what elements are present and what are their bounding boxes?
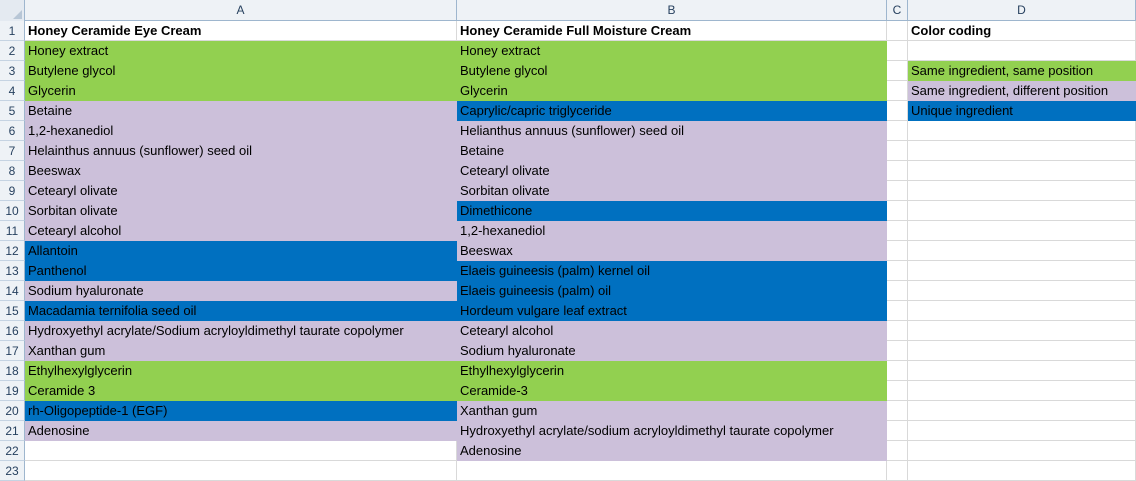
- table-row: [0, 181, 1136, 201]
- row-header[interactable]: 2: [0, 41, 25, 61]
- row-header[interactable]: 14: [0, 281, 25, 301]
- cell-b[interactable]: Hordeum vulgare leaf extract: [457, 301, 887, 321]
- cell-d[interactable]: [908, 241, 1136, 261]
- table-row: [0, 21, 1136, 41]
- row-header[interactable]: 1: [0, 21, 25, 41]
- cell-b[interactable]: Helianthus annuus (sunflower) seed oil: [457, 121, 887, 141]
- table-row: [0, 141, 1136, 161]
- cell-a[interactable]: Cetearyl olivate: [25, 181, 457, 201]
- cell-c[interactable]: [887, 241, 908, 261]
- cell-d[interactable]: [908, 341, 1136, 361]
- cell-a[interactable]: 1,2-hexanediol: [25, 121, 457, 141]
- table-row: [0, 221, 1136, 241]
- cell-c[interactable]: [887, 261, 908, 281]
- cell-d[interactable]: [908, 461, 1136, 481]
- cell-d[interactable]: [908, 181, 1136, 201]
- cell-a[interactable]: Allantoin: [25, 241, 457, 261]
- cell-b[interactable]: 1,2-hexanediol: [457, 221, 887, 241]
- cell-d[interactable]: [908, 301, 1136, 321]
- row-header[interactable]: 11: [0, 221, 25, 241]
- cell-a[interactable]: [25, 441, 457, 461]
- cell-b[interactable]: Caprylic/capric triglyceride: [457, 101, 887, 121]
- cell-b[interactable]: Honey extract: [457, 41, 887, 61]
- row-header[interactable]: 8: [0, 161, 25, 181]
- row-header[interactable]: 12: [0, 241, 25, 261]
- cell-d[interactable]: [908, 261, 1136, 281]
- cell-d[interactable]: [908, 41, 1136, 61]
- cell-d[interactable]: [908, 441, 1136, 461]
- table-row: [0, 381, 1136, 401]
- cell-a[interactable]: Sorbitan olivate: [25, 201, 457, 221]
- cell-b[interactable]: Ethylhexylglycerin: [457, 361, 887, 381]
- cell-c[interactable]: [887, 41, 908, 61]
- cell-a[interactable]: Xanthan gum: [25, 341, 457, 361]
- column-header-d[interactable]: D: [908, 0, 1136, 20]
- cell-c[interactable]: [887, 341, 908, 361]
- cell-d[interactable]: [908, 161, 1136, 181]
- cell-c[interactable]: [887, 21, 908, 41]
- table-row: [0, 341, 1136, 361]
- row-header[interactable]: 13: [0, 261, 25, 281]
- cell-a[interactable]: Helainthus annuus (sunflower) seed oil: [25, 141, 457, 161]
- row-header[interactable]: 15: [0, 301, 25, 321]
- cell-b[interactable]: Cetearyl alcohol: [457, 321, 887, 341]
- cell-c[interactable]: [887, 61, 908, 81]
- cell-b[interactable]: Glycerin: [457, 81, 887, 101]
- select-all-button[interactable]: [0, 0, 25, 21]
- row-header[interactable]: 23: [0, 461, 25, 481]
- column-header-row: [0, 0, 1136, 21]
- cell-b[interactable]: Xanthan gum: [457, 401, 887, 421]
- cell-a[interactable]: Beeswax: [25, 161, 457, 181]
- table-row: [0, 421, 1136, 441]
- table-row: [0, 161, 1136, 181]
- row-header[interactable]: 16: [0, 321, 25, 341]
- cell-a[interactable]: Adenosine: [25, 421, 457, 441]
- cell-a[interactable]: Hydroxyethyl acrylate/Sodium acryloyldimethyl taurate copolymer: [25, 321, 457, 341]
- row-header[interactable]: 22: [0, 441, 25, 461]
- cell-c[interactable]: [887, 181, 908, 201]
- cell-c[interactable]: [887, 441, 908, 461]
- cell-c[interactable]: [887, 421, 908, 441]
- cell-d[interactable]: Same ingredient, different position: [908, 81, 1136, 101]
- table-row: [0, 41, 1136, 61]
- cell-c[interactable]: [887, 381, 908, 401]
- cell-b[interactable]: Honey Ceramide Full Moisture Cream: [457, 21, 887, 41]
- table-row: [0, 321, 1136, 341]
- cell-c[interactable]: [887, 201, 908, 221]
- cell-b[interactable]: [457, 461, 887, 481]
- cell-c[interactable]: [887, 101, 908, 121]
- cell-b[interactable]: Elaeis guineesis (palm) oil: [457, 281, 887, 301]
- table-row: [0, 281, 1136, 301]
- cell-a[interactable]: Ethylhexylglycerin: [25, 361, 457, 381]
- column-header-b[interactable]: B: [457, 0, 887, 20]
- cell-d[interactable]: [908, 201, 1136, 221]
- row-header[interactable]: 17: [0, 341, 25, 361]
- row-header[interactable]: 6: [0, 121, 25, 141]
- table-row: [0, 81, 1136, 101]
- row-header[interactable]: 21: [0, 421, 25, 441]
- row-header[interactable]: 3: [0, 61, 25, 81]
- cell-b[interactable]: Ceramide-3: [457, 381, 887, 401]
- cell-a[interactable]: Sodium hyaluronate: [25, 281, 457, 301]
- cell-a[interactable]: Panthenol: [25, 261, 457, 281]
- cell-c[interactable]: [887, 361, 908, 381]
- row-header[interactable]: 4: [0, 81, 25, 101]
- table-row: [0, 101, 1136, 121]
- table-row: [0, 121, 1136, 141]
- cell-c[interactable]: [887, 121, 908, 141]
- table-row: [0, 201, 1136, 221]
- cell-b[interactable]: Sorbitan olivate: [457, 181, 887, 201]
- table-row: [0, 61, 1136, 81]
- table-row: [0, 401, 1136, 421]
- cell-a[interactable]: Cetearyl alcohol: [25, 221, 457, 241]
- cell-a[interactable]: Glycerin: [25, 81, 457, 101]
- row-header[interactable]: 9: [0, 181, 25, 201]
- cell-b[interactable]: Beeswax: [457, 241, 887, 261]
- cell-a[interactable]: Honey Ceramide Eye Cream: [25, 21, 457, 41]
- row-header[interactable]: 10: [0, 201, 25, 221]
- column-header-a[interactable]: A: [25, 0, 457, 20]
- cell-b[interactable]: Butylene glycol: [457, 61, 887, 81]
- cell-d[interactable]: [908, 221, 1136, 241]
- select-all-icon: [13, 10, 22, 19]
- cell-a[interactable]: [25, 461, 457, 481]
- cell-b[interactable]: Adenosine: [457, 441, 887, 461]
- cell-d[interactable]: [908, 361, 1136, 381]
- cell-b[interactable]: Sodium hyaluronate: [457, 341, 887, 361]
- cell-d[interactable]: Color coding: [908, 21, 1136, 41]
- cell-c[interactable]: [887, 161, 908, 181]
- cell-b[interactable]: Dimethicone: [457, 201, 887, 221]
- cell-d[interactable]: Unique ingredient: [908, 101, 1136, 121]
- cell-d[interactable]: [908, 121, 1136, 141]
- cell-a[interactable]: Betaine: [25, 101, 457, 121]
- table-row: [0, 461, 1136, 481]
- cell-a[interactable]: Macadamia ternifolia seed oil: [25, 301, 457, 321]
- cell-b[interactable]: Betaine: [457, 141, 887, 161]
- cell-a[interactable]: Ceramide 3: [25, 381, 457, 401]
- table-row: [0, 241, 1136, 261]
- cell-c[interactable]: [887, 301, 908, 321]
- cell-a[interactable]: rh-Oligopeptide-1 (EGF): [25, 401, 457, 421]
- table-row: [0, 261, 1136, 281]
- row-header[interactable]: 7: [0, 141, 25, 161]
- cell-d[interactable]: [908, 321, 1136, 341]
- cell-d[interactable]: [908, 381, 1136, 401]
- cell-d[interactable]: [908, 401, 1136, 421]
- cell-d[interactable]: [908, 421, 1136, 441]
- table-row: [0, 361, 1136, 381]
- cell-c[interactable]: [887, 221, 908, 241]
- row-header[interactable]: 18: [0, 361, 25, 381]
- cell-d[interactable]: [908, 141, 1136, 161]
- table-row: [0, 441, 1136, 461]
- column-header-c[interactable]: C: [887, 0, 908, 20]
- cell-c[interactable]: [887, 461, 908, 481]
- cell-d[interactable]: [908, 281, 1136, 301]
- row-header[interactable]: 5: [0, 101, 25, 121]
- cell-d[interactable]: Same ingredient, same position: [908, 61, 1136, 81]
- cell-b[interactable]: Cetearyl olivate: [457, 161, 887, 181]
- cell-b[interactable]: Hydroxyethyl acrylate/sodium acryloyldimethyl taurate copolymer: [457, 421, 887, 441]
- cell-c[interactable]: [887, 81, 908, 101]
- cell-a[interactable]: Butylene glycol: [25, 61, 457, 81]
- cell-a[interactable]: Honey extract: [25, 41, 457, 61]
- row-header[interactable]: 20: [0, 401, 25, 421]
- cell-c[interactable]: [887, 281, 908, 301]
- cell-c[interactable]: [887, 321, 908, 341]
- cell-c[interactable]: [887, 401, 908, 421]
- row-header[interactable]: 19: [0, 381, 25, 401]
- table-row: [0, 301, 1136, 321]
- cell-c[interactable]: [887, 141, 908, 161]
- cell-b[interactable]: Elaeis guineesis (palm) kernel oil: [457, 261, 887, 281]
